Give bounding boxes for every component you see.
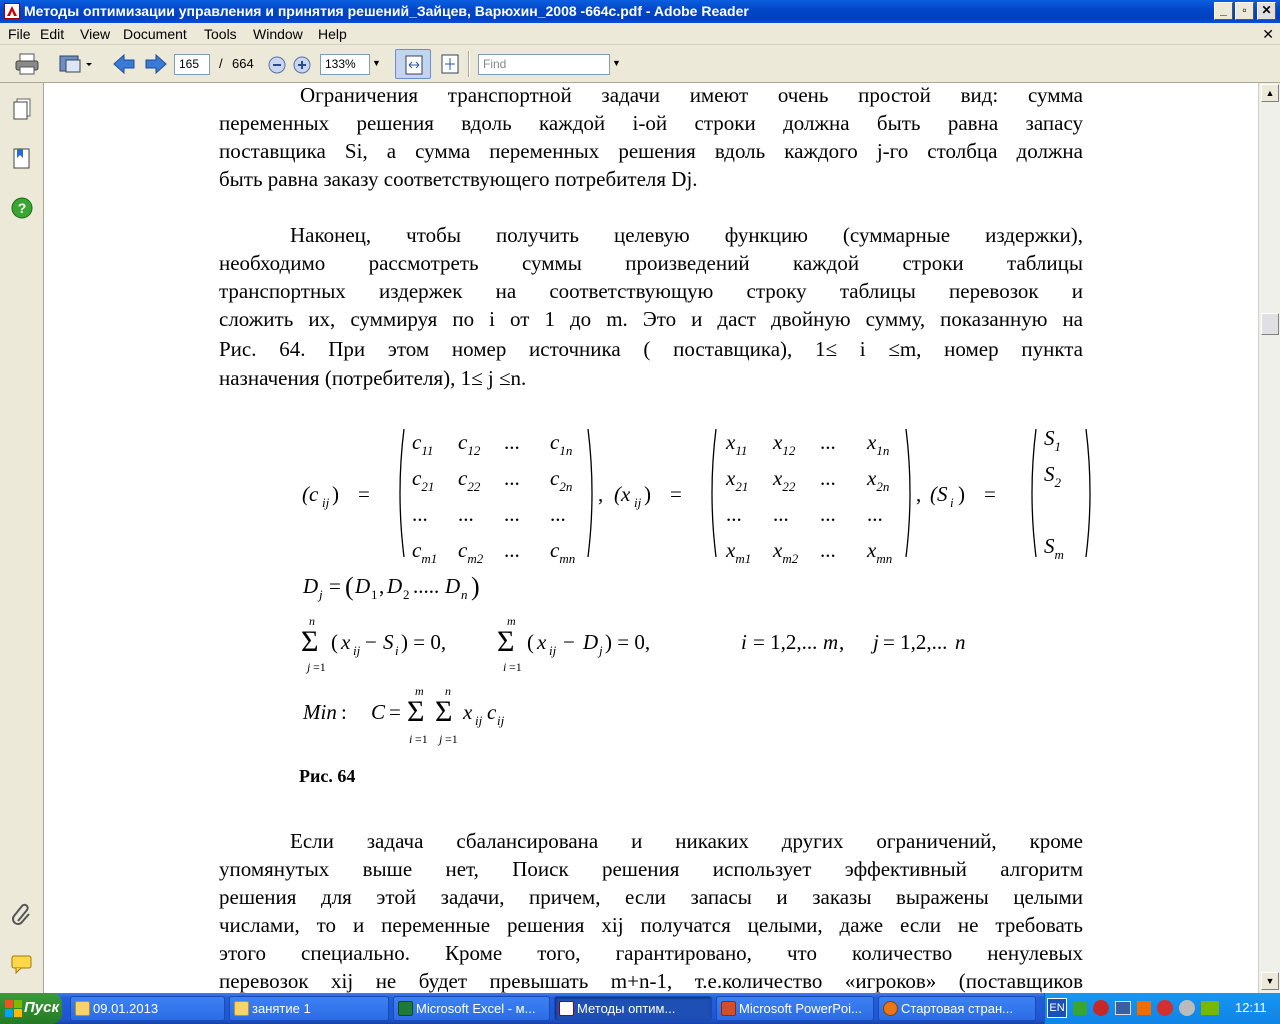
c-matrix-cell: ... [504, 466, 520, 490]
svg-text:n: n [445, 684, 451, 698]
antivirus-icon[interactable] [1093, 1000, 1109, 1016]
fit-page-icon[interactable] [440, 53, 460, 75]
toolbar [0, 45, 1280, 83]
svg-text:m: m [507, 614, 516, 628]
x-matrix-cell: ... [820, 466, 836, 490]
x-matrix-cell: ... [867, 502, 883, 526]
x-matrix-cell: $x_{m1}$ [726, 538, 752, 566]
svg-text:i: i [409, 732, 413, 746]
bookmarks-icon[interactable] [11, 146, 33, 170]
scroll-up-button[interactable]: ▲ [1261, 84, 1279, 102]
c-matrix-cell: $c_{11}$ [412, 430, 434, 458]
svg-text:) = 0,: ) = 0, [605, 630, 651, 654]
menu-document[interactable]: Document [123, 26, 187, 42]
svg-text:j: j [599, 643, 603, 658]
clock: 12:11 [1235, 1000, 1267, 1015]
svg-text:m: m [415, 684, 424, 698]
svg-text:ij: ij [497, 713, 505, 728]
para3-line-3: решения для этой задачи, причем, если запасы и заказы выражены целыми [219, 885, 1083, 909]
svg-text:i: i [395, 643, 399, 658]
menu-edit[interactable]: Edit [40, 26, 65, 42]
comments-icon[interactable] [10, 953, 34, 975]
svg-text:(: ( [331, 630, 338, 654]
task-firefox[interactable] [878, 996, 1036, 1021]
task-excel[interactable] [393, 996, 550, 1021]
svg-text:,: , [839, 630, 845, 654]
svg-text:) = 0,: ) = 0, [401, 630, 447, 654]
matrix-formula [294, 421, 1094, 571]
c-matrix-cell: $c_{21}$ [412, 466, 435, 494]
x-matrix-cell: $x_{12}$ [773, 430, 796, 458]
close-button[interactable]: ✕ [1257, 2, 1276, 20]
svg-text:C: C [371, 700, 386, 724]
svg-text:1: 1 [371, 587, 378, 602]
tray-app-icon[interactable] [1073, 1001, 1087, 1015]
svg-text:Σ: Σ [301, 625, 319, 658]
svg-text:ij: ij [634, 495, 642, 510]
c-matrix-cell: ... [550, 502, 566, 526]
restore-button[interactable]: ▫ [1235, 2, 1254, 20]
svg-text:ij: ij [353, 643, 361, 658]
x-matrix-cell: $x_{mn}$ [867, 538, 893, 566]
menu-window[interactable]: Window [253, 26, 303, 42]
start-button[interactable] [0, 993, 62, 1024]
pages-icon[interactable] [11, 97, 33, 121]
svg-text:c: c [487, 700, 497, 724]
zoom-input[interactable]: 133% [320, 54, 370, 75]
windows-logo-icon [5, 1000, 22, 1017]
svg-text:ij: ij [322, 495, 330, 510]
para3-line-5: этого специально. Кроме того, гарантировано, что количество ненулевых [219, 941, 1083, 965]
para1-line-4: быть равна заказу соответствующего потребителя Dj. [219, 167, 698, 191]
vertical-scrollbar[interactable] [1258, 83, 1280, 993]
nvidia-icon[interactable] [1201, 1001, 1219, 1015]
zoom-dropdown-icon[interactable]: ▼ [372, 58, 381, 68]
tray-red-icon[interactable] [1157, 1000, 1173, 1016]
c-matrix-cell: ... [504, 538, 520, 562]
task-label: Microsoft PowerPoi... [739, 1001, 862, 1016]
constraints-formula [299, 611, 999, 675]
svg-text:i: i [741, 630, 747, 654]
svg-text:.....: ..... [413, 574, 440, 598]
x-matrix-cell: ... [820, 538, 836, 562]
comment-tools-icon[interactable] [58, 53, 94, 75]
c-matrix-cell: ... [504, 430, 520, 454]
svg-text:,: , [598, 482, 604, 506]
task-label: Microsoft Excel - м... [416, 1001, 536, 1016]
svg-text:2: 2 [403, 587, 410, 602]
s-vector [1044, 426, 1064, 562]
c-matrix-cell: $c_{1n}$ [550, 430, 573, 458]
x-matrix-cell: ... [820, 430, 836, 454]
para3-line-2: упомянутых выше нет, Поиск решения использует эффективный алгоритм [219, 857, 1083, 881]
task-label: Методы оптим... [577, 1001, 676, 1016]
svg-text:): ) [958, 482, 965, 506]
svg-text:i: i [503, 660, 507, 674]
menu-view[interactable]: View [80, 26, 111, 42]
c-matrix-cell: $c_{22}$ [458, 466, 481, 494]
folder-icon [75, 1001, 90, 1016]
s-vector-cell: $S_1$ [1044, 426, 1061, 454]
svg-text:,: , [916, 482, 922, 506]
svg-text:=: = [389, 700, 401, 724]
pdf-icon [559, 1001, 574, 1016]
x-matrix-cell: $x_{21}$ [726, 466, 749, 494]
svg-text:x: x [463, 700, 473, 724]
zoom-in-icon[interactable] [293, 56, 311, 74]
adobe-reader-icon [4, 3, 20, 19]
svg-text:(S: (S [930, 482, 948, 506]
x-matrix [725, 430, 892, 566]
svg-text:S: S [383, 630, 394, 654]
c-matrix-cell: $c_{m1}$ [412, 538, 438, 566]
svg-text::: : [341, 700, 347, 724]
document-view[interactable] [44, 83, 1258, 993]
svg-text:n: n [309, 614, 315, 628]
svg-text:): ) [644, 482, 651, 506]
para3-line-6: перевозок xij не будет превышать m+n-1, т.е.количество «игроков» (поставщиков [219, 969, 1083, 993]
svg-text:−: − [365, 630, 377, 654]
svg-text:m: m [823, 630, 839, 654]
page-number-input[interactable]: 165 [174, 54, 210, 75]
network-icon[interactable] [1115, 1001, 1131, 1015]
x-matrix-cell: ... [773, 502, 789, 526]
para2-line-2: необходимо рассмотреть суммы произведений каждой строки таблицы [219, 251, 1083, 275]
svg-text:D: D [303, 574, 319, 598]
svg-text:(x: (x [614, 482, 631, 506]
language-indicator[interactable]: EN [1047, 998, 1067, 1018]
document-close-icon[interactable]: ✕ [1262, 26, 1274, 42]
scroll-thumb[interactable] [1261, 313, 1279, 335]
svg-text:j: j [319, 587, 323, 602]
excel-icon [398, 1001, 413, 1016]
svg-text:=1: =1 [445, 732, 458, 746]
para2-line-4: сложить их, суммируя по i от 1 до m. Это и даст двойную сумму, показанную на [219, 307, 1083, 331]
task-label: 09.01.2013 [93, 1001, 159, 1016]
x-matrix-cell: $x_{2n}$ [867, 466, 890, 494]
next-page-icon[interactable] [144, 53, 168, 75]
svg-text:?: ? [17, 200, 27, 216]
toolbar-separator [468, 51, 470, 77]
window-title: Методы оптимизации управления и принятия решений_Зайцев, Варюхин_2008 -664с.pdf - Adobe Reader [24, 3, 749, 19]
svg-text:j: j [873, 630, 879, 654]
tray-gray-icon[interactable] [1179, 1000, 1195, 1016]
tray-utility-icon[interactable] [1137, 1001, 1151, 1015]
para3-line-1: Если задача сбалансирована и никаких других ограничений, кроме [290, 829, 1083, 853]
svg-text:D: D [387, 574, 403, 598]
x-matrix-cell: $x_{11}$ [726, 430, 748, 458]
task-label: Стартовая стран... [901, 1001, 1013, 1016]
task-adobe-reader[interactable] [554, 996, 712, 1021]
para2-line-3: транспортных издержек на соответствующую строку таблицы перевозок и [219, 279, 1083, 303]
svg-text:): ) [471, 572, 480, 601]
para2-line-5: Рис. 64. При этом номер источника ( поставщика), 1≤ i ≤m, номер пункта [219, 337, 1083, 361]
svg-text:=1: =1 [509, 660, 522, 674]
firefox-icon [883, 1001, 898, 1016]
title-bar [0, 0, 1280, 23]
fit-width-icon [404, 55, 424, 75]
svg-text:D: D [355, 574, 371, 598]
scroll-down-button[interactable]: ▼ [1261, 972, 1279, 990]
navigation-panel [0, 83, 44, 993]
c-matrix-cell: ... [504, 502, 520, 526]
svg-text:=: = [329, 574, 341, 598]
svg-text:j: j [439, 732, 443, 746]
svg-text:=: = [984, 482, 996, 506]
svg-text:(: ( [527, 630, 534, 654]
para2-line-1: Наконец, чтобы получить целевую функцию (суммарные издержки), [290, 223, 1083, 247]
svg-text:): ) [332, 482, 339, 506]
previous-page-icon[interactable] [112, 53, 136, 75]
para3-line-4: числами, то и переменные решения xij получатся целыми, даже если не требовать [219, 913, 1083, 937]
svg-text:=: = [670, 482, 682, 506]
page-separator: / [219, 56, 223, 71]
s-vector-cell: $S_m$ [1044, 534, 1064, 562]
c-matrix [412, 430, 575, 566]
x-matrix-cell: $x_{22}$ [773, 466, 796, 494]
x-matrix-cell: $x_{1n}$ [867, 430, 890, 458]
task-label: занятие 1 [252, 1001, 311, 1016]
task-powerpoint[interactable] [716, 996, 874, 1021]
svg-text:n: n [461, 587, 468, 602]
svg-text:Σ: Σ [407, 695, 425, 728]
svg-text:Σ: Σ [497, 625, 515, 658]
menu-tools[interactable]: Tools [204, 26, 237, 42]
svg-text:−: − [563, 630, 575, 654]
fit-width-button[interactable] [395, 49, 431, 79]
svg-text:x: x [341, 630, 351, 654]
para2-line-6: назначения (потребителя), 1≤ j ≤n. [219, 366, 527, 390]
objective-formula [299, 681, 579, 749]
svg-text:= 1,2,...: = 1,2,... [753, 630, 818, 654]
powerpoint-icon [721, 1001, 736, 1016]
menu-bar [0, 23, 1280, 45]
minimize-button[interactable]: _ [1214, 2, 1233, 20]
x-matrix-cell: ... [726, 502, 742, 526]
c-matrix-cell: $c_{mn}$ [550, 538, 576, 566]
svg-text:j: j [307, 660, 311, 674]
svg-text:x: x [537, 630, 547, 654]
task-folder-zanyatie[interactable] [229, 996, 389, 1021]
start-label: Пуск [24, 999, 60, 1016]
attachments-icon[interactable] [10, 901, 34, 927]
page-total: 664 [232, 56, 254, 71]
pdf-page [44, 83, 1258, 993]
para1-line-1: Ограничения транспортной задачи имеют очень простой вид: сумма [300, 83, 1083, 107]
svg-text:=1: =1 [313, 660, 326, 674]
svg-text:ij: ij [549, 643, 557, 658]
taskbar [0, 993, 1280, 1024]
find-dropdown-icon[interactable]: ▼ [612, 58, 621, 68]
c-matrix-cell: ... [458, 502, 474, 526]
d-vector-formula [299, 571, 539, 605]
folder-icon [234, 1001, 249, 1016]
help-icon[interactable] [11, 197, 33, 219]
svg-text:Σ: Σ [435, 695, 453, 728]
svg-text:=1: =1 [415, 732, 428, 746]
svg-text:= 1,2,...: = 1,2,... [883, 630, 948, 654]
svg-text:=: = [358, 482, 370, 506]
svg-text:,: , [379, 574, 385, 598]
figure-caption: Рис. 64 [299, 766, 356, 786]
svg-text:(: ( [345, 572, 354, 601]
svg-text:D: D [445, 574, 461, 598]
para1-line-3: поставщика Si, а сумма переменных решения вдоль каждого j-го столбца должна [219, 139, 1083, 163]
task-folder-0901[interactable] [70, 996, 225, 1021]
svg-text:ij: ij [475, 713, 483, 728]
c-matrix-cell: $c_{m2}$ [458, 538, 484, 566]
print-icon[interactable] [14, 53, 40, 75]
c-matrix-cell: $c_{2n}$ [550, 466, 573, 494]
c-matrix-cell: $c_{12}$ [458, 430, 481, 458]
find-input[interactable]: Find [478, 54, 610, 75]
svg-text:Min: Min [303, 700, 337, 724]
system-tray [1044, 993, 1280, 1024]
svg-text:D: D [583, 630, 599, 654]
para1-line-2: переменных решения вдоль каждой i-ой строки должна быть равна запасу [219, 111, 1083, 135]
x-matrix-cell: ... [820, 502, 836, 526]
svg-text:i: i [950, 495, 954, 510]
s-vector-cell: $S_2$ [1044, 462, 1061, 490]
svg-text:(c: (c [302, 482, 319, 506]
svg-text:n: n [955, 630, 966, 654]
c-matrix-cell: ... [412, 502, 428, 526]
menu-help[interactable]: Help [318, 26, 347, 42]
menu-file[interactable]: File [8, 26, 31, 42]
zoom-out-icon[interactable] [268, 56, 286, 74]
x-matrix-cell: $x_{m2}$ [773, 538, 799, 566]
